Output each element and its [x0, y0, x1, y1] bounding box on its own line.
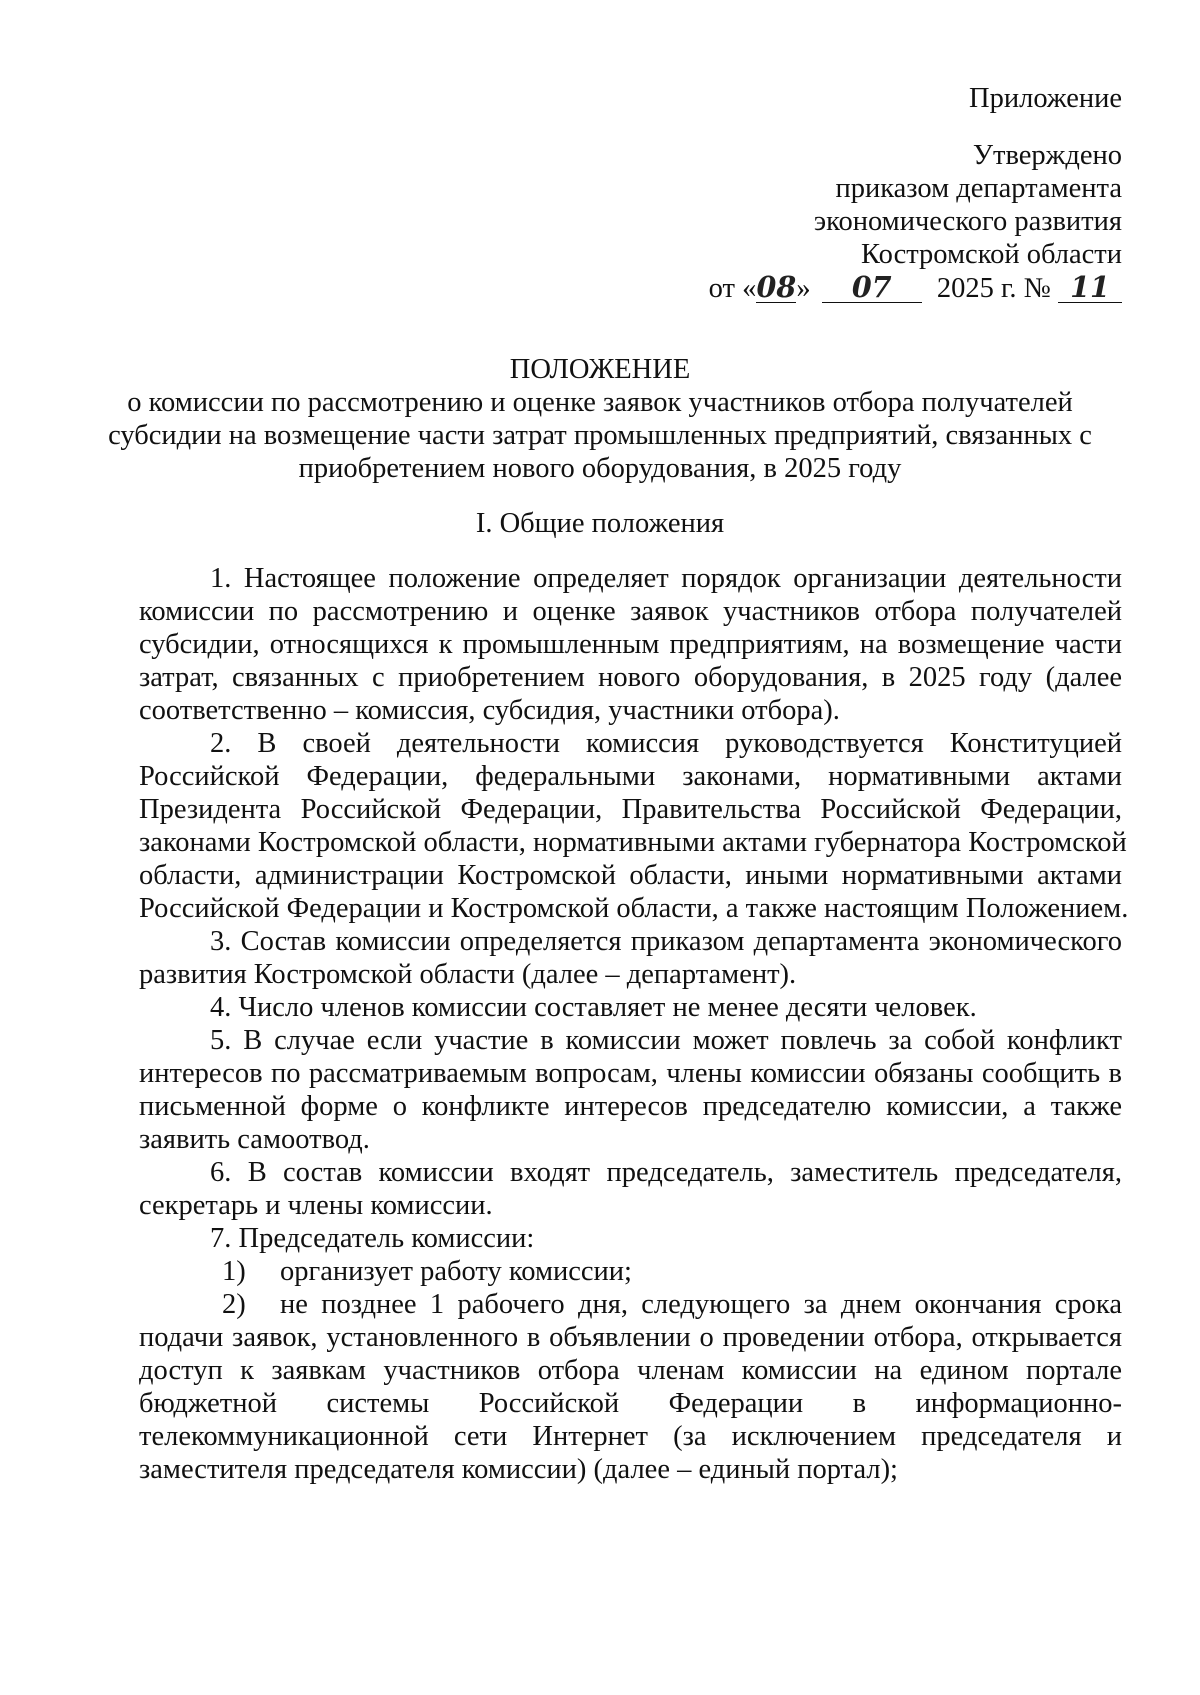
- appendix-label: Приложение: [969, 83, 1122, 114]
- order-number-handwritten: 11: [1058, 272, 1122, 303]
- body-line: интересов по рассматриваемым вопросам, члены комиссии обязаны сообщить в: [139, 1058, 1122, 1089]
- approved-label: Утверждено: [972, 140, 1122, 171]
- body-line: Российской Федерации и Костромской области, а также настоящим Положением.: [139, 893, 1129, 924]
- body-line: 4. Число членов комиссии составляет не менее десяти человек.: [210, 992, 977, 1023]
- body-line: заместителя председателя комиссии) (далее – единый портал);: [139, 1454, 898, 1485]
- body-line: 1. Настоящее положение определяет порядок организации деятельности: [210, 563, 1122, 594]
- body-line: телекоммуникационной сети Интернет (за исключением председателя и: [139, 1421, 1122, 1452]
- date-day-handwritten: 08: [756, 270, 797, 304]
- section-heading: I. Общие положения: [475, 508, 725, 539]
- body-line: комиссии по рассмотрению и оценке заявок участников отбора получателей: [139, 596, 1122, 627]
- body-line: Российской Федерации, федеральными законами, нормативными актами: [139, 761, 1122, 792]
- order-line-1: приказом департамента: [835, 173, 1122, 204]
- document-title: ПОЛОЖЕНИЕ: [509, 354, 691, 385]
- body-line: доступ к заявкам участников отбора членам комиссии на едином портале: [139, 1355, 1122, 1386]
- title-subline-3: приобретением нового оборудования, в 2025 году: [298, 453, 902, 484]
- date-prefix: от «: [708, 273, 757, 304]
- body-line: затрат, связанных с приобретением нового оборудования, в 2025 году (далее: [139, 662, 1122, 693]
- title-subline-2: субсидии на возмещение части затрат промышленных предприятий, связанных с: [108, 420, 1092, 451]
- date-year: 2025 г. №: [936, 273, 1051, 304]
- body-line: бюджетной системы Российской Федерации в информационно-: [139, 1388, 1122, 1419]
- body-line: подачи заявок, установленного в объявлении о проведении отбора, открывается: [139, 1322, 1122, 1353]
- body-line: заявить самоотвод.: [139, 1124, 370, 1155]
- subitem-text: организует работу комиссии;: [280, 1256, 632, 1287]
- body-line: 6. В состав комиссии входят председатель, заместитель председателя,: [210, 1157, 1122, 1188]
- body-line: соответственно – комиссия, субсидия, участники отбора).: [139, 695, 840, 726]
- body-line: субсидии, относящихся к промышленным предприятиям, на возмещение части: [139, 629, 1122, 660]
- body-line: законами Костромской области, нормативными актами губернатора Костромской: [139, 827, 1127, 858]
- body-line: 7. Председатель комиссии:: [210, 1223, 535, 1254]
- body-line: 2. В своей деятельности комиссия руководствуется Конституцией: [210, 728, 1122, 759]
- title-subline-1: о комиссии по рассмотрению и оценке заявок участников отбора получателей: [127, 387, 1073, 418]
- body-line: Президента Российской Федерации, Правительства Российской Федерации,: [139, 794, 1122, 825]
- order-line-2: экономического развития: [813, 206, 1122, 237]
- order-date-line: [709, 272, 1122, 306]
- body-line: области, администрации Костромской области, иными нормативными актами: [139, 860, 1122, 891]
- subitem-text: не позднее 1 рабочего дня, следующего за днем окончания срока: [280, 1289, 1122, 1320]
- body-line: 5. В случае если участие в комиссии может повлечь за собой конфликт: [210, 1025, 1122, 1056]
- order-line-3: Костромской области: [861, 239, 1122, 270]
- date-month-handwritten: 07: [822, 272, 922, 303]
- body-line: развития Костромской области (далее – департамент).: [139, 959, 797, 990]
- date-mid: »: [796, 273, 811, 304]
- body-line: 3. Состав комиссии определяется приказом департамента экономического: [210, 926, 1122, 957]
- body-line: письменной форме о конфликте интересов председателю комиссии, а также: [139, 1091, 1122, 1122]
- body-line: секретарь и члены комиссии.: [139, 1190, 493, 1221]
- subitem-number: 1): [222, 1256, 246, 1287]
- subitem-number: 2): [222, 1289, 246, 1320]
